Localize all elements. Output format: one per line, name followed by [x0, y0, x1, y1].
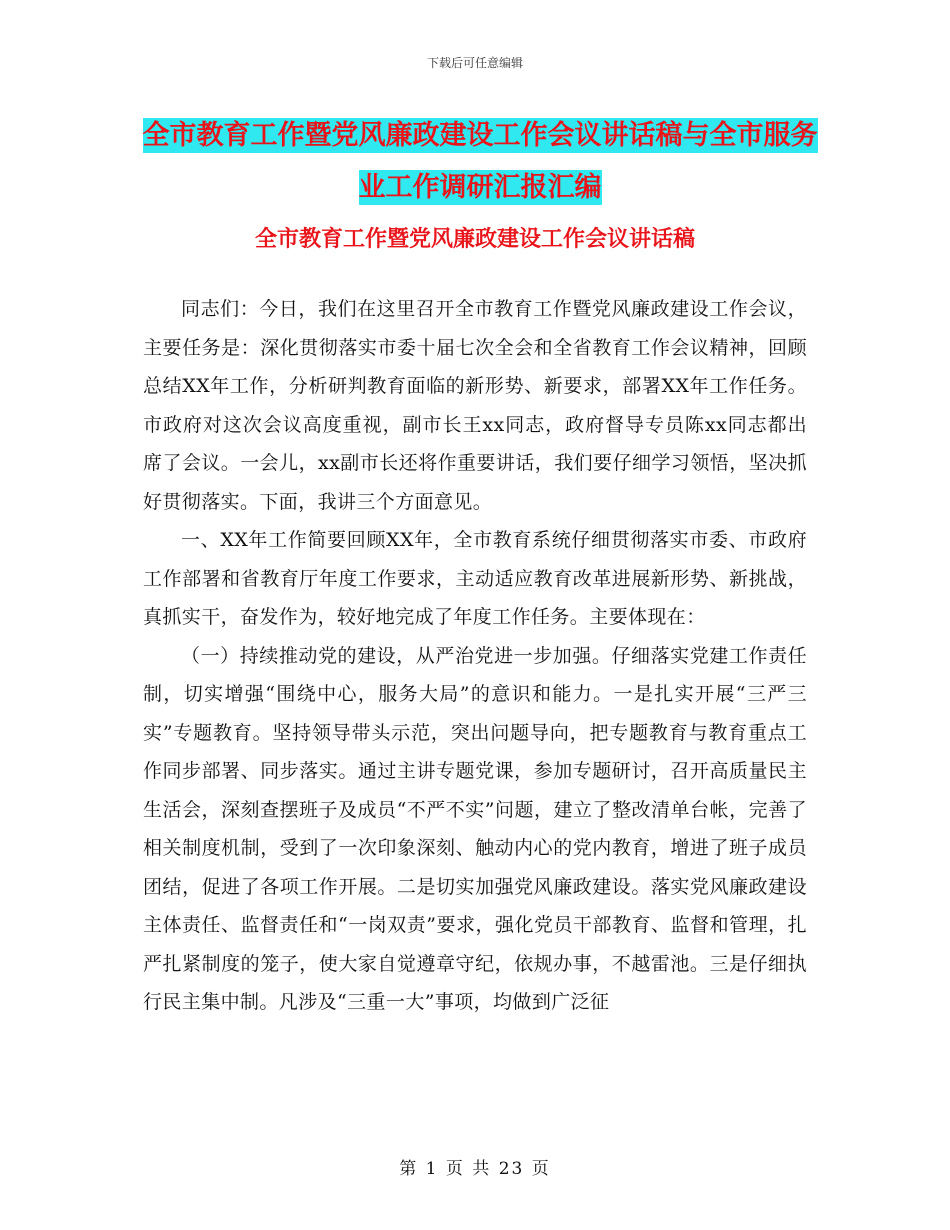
header-note: 下载后可任意编辑: [426, 56, 523, 70]
paragraph-1: 同志们：今日，我们在这里召开全市教育工作暨党风廉政建设工作会议，主要任务是：深化贯彻落实市委十届七次全会和全省教育工作会议精神，回顾总结XX年工作，分析研判教育面临的新形势、新要求，部署XX年工作任务。市政府对这次会议高度重视，副市长王xx同志，政府督导专员陈xx同志都出席了会议。一会儿，xx副市长还将作重要讲话，我们要仔细学习领悟，坚决抓好贯彻落实。下面，我讲三个方面意见。: [143, 298, 807, 513]
page-footer: 第 1 页 共 23 页: [399, 1159, 551, 1179]
document-main-title: [140, 110, 820, 214]
body-text: [143, 290, 807, 1022]
paragraph-3: （一）持续推动党的建设，从严治党进一步加强。仔细落实党建工作责任制，切实增强“围绕中心，服务大局”的意识和能力。一是扎实开展“三严三实”专题教育。坚持领导带头示范，突出问题导向，把专题教育与教育重点工作同步部署、同步落实。通过主讲专题党课，参加专题研讨，召开高质量民主生活会，深刻查摆班子及成员“不严不实”问题，建立了整改清单台帐，完善了相关制度机制，受到了一次印象深刻、触动内心的党内教育，增进了班子成员团结，促进了各项工作开展。二是切实加强党风廉政建设。落实党风廉政建设主体责任、监督责任和“一岗双责”要求，强化党员干部教育、监督和管理，扎严扎紧制度的笼子，使大家自觉遵章守纪，依规办事，不越雷池。三是仔细执行民主集中制。凡涉及“三重一大”事项，均做到广泛征: [143, 644, 807, 1013]
paragraph-2: 一、XX年工作简要回顾XX年，全市教育系统仔细贯彻落实市委、市政府工作部署和省教育厅年度工作要求，主动适应教育改革进展新形势、新挑战，真抓实干，奋发作为，较好地完成了年度工作任务。主要体现在：: [143, 529, 807, 628]
section-title: 全市教育工作暨党风廉政建设工作会议讲话稿: [254, 227, 695, 252]
main-title-text: 全市教育工作暨党风廉政建设工作会议讲话稿与全市服务业工作调研汇报汇编: [142, 120, 818, 203]
